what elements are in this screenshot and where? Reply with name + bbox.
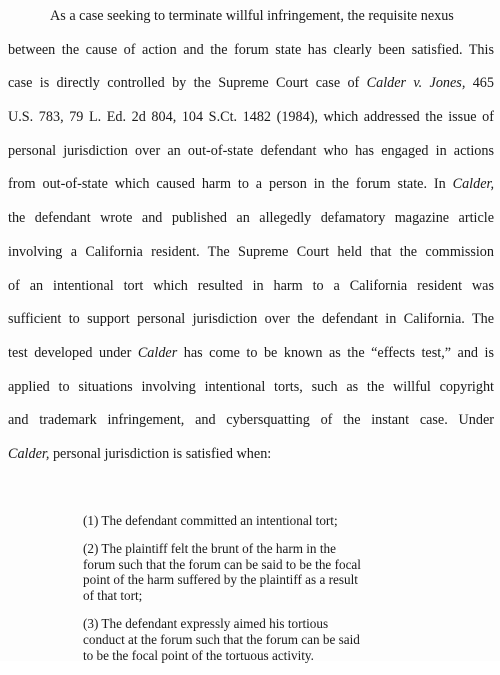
paragraph-line	[8, 67, 494, 101]
text-run: personal jurisdiction over an out-of-state defendant who has engaged in actions	[8, 142, 494, 159]
paragraph-line	[8, 404, 494, 438]
list-line: (1) The defendant committed an intentional tort;	[83, 513, 338, 528]
paragraph-line	[8, 0, 494, 34]
paragraph-line	[8, 303, 494, 337]
paragraph-line	[8, 168, 494, 202]
text-run: applied to situations involving intentional torts, such as the willful copyright	[8, 378, 494, 395]
text-run: has come to be known as the “effects test,” and is	[177, 344, 494, 361]
text-run: the defendant wrote and published an allegedly defamatory magazine article	[8, 210, 494, 227]
case-citation-italic: Calder	[137, 344, 178, 361]
paragraph-line	[8, 236, 494, 270]
paragraph-line	[8, 101, 494, 135]
text-run: test developed under	[8, 344, 138, 361]
paragraph-line	[8, 438, 494, 472]
text-run: from out-of-state which caused harm to a person in the forum state. In	[8, 176, 453, 193]
paragraph-line	[8, 270, 494, 304]
list-line: to be the focal point of the tortuous activity.	[83, 647, 314, 663]
text-run: U.S. 783, 79 L. Ed. 2d 804, 104 S.Ct. 1482 (1984), which addressed the issue of	[8, 109, 494, 126]
list-line: (3) The defendant expressly aimed his tortious	[83, 615, 329, 631]
text-run: personal jurisdiction is satisfied when:	[49, 445, 272, 462]
case-citation-italic: Calder,	[452, 176, 494, 193]
paragraph-line	[8, 34, 494, 68]
list-line: (2) The plaintiff felt the brunt of the harm in the	[83, 540, 336, 556]
list-item	[83, 616, 423, 663]
text-run: involving a California resident. The Supreme Court held that the commission	[8, 243, 494, 260]
list-item	[83, 541, 423, 604]
case-citation-italic: Calder v. Jones,	[366, 75, 466, 92]
case-citation-italic: Calder,	[8, 445, 50, 462]
list-line: of that tort;	[83, 588, 143, 604]
text-run: 465	[465, 75, 494, 92]
paragraph-line	[8, 337, 494, 371]
text-run: sufficient to support personal jurisdiction over the defendant in California. The	[8, 311, 494, 328]
text-run: case is directly controlled by the Supreme Court case of	[8, 75, 367, 92]
text-run: and trademark infringement, and cybersquatting of the instant case. Under	[8, 412, 494, 429]
list-line: point of the harm suffered by the plaintiff as a result	[83, 572, 358, 588]
body-paragraph	[8, 0, 494, 472]
text-run: As a case seeking to terminate willful infringement, the requisite nexus	[50, 8, 454, 24]
list-item	[83, 513, 423, 529]
effects-test-list	[83, 513, 423, 675]
paragraph-line	[8, 202, 494, 236]
list-line: conduct at the forum such that the forum can be said	[83, 631, 360, 647]
paragraph-line	[8, 371, 494, 405]
text-run: of an intentional tort which resulted in harm to a California resident was	[8, 277, 494, 294]
text-run: between the cause of action and the forum state has clearly been satisfied. This	[8, 41, 494, 58]
paragraph-line	[8, 135, 494, 169]
list-line: forum such that the forum can be said to be the focal	[83, 556, 361, 572]
